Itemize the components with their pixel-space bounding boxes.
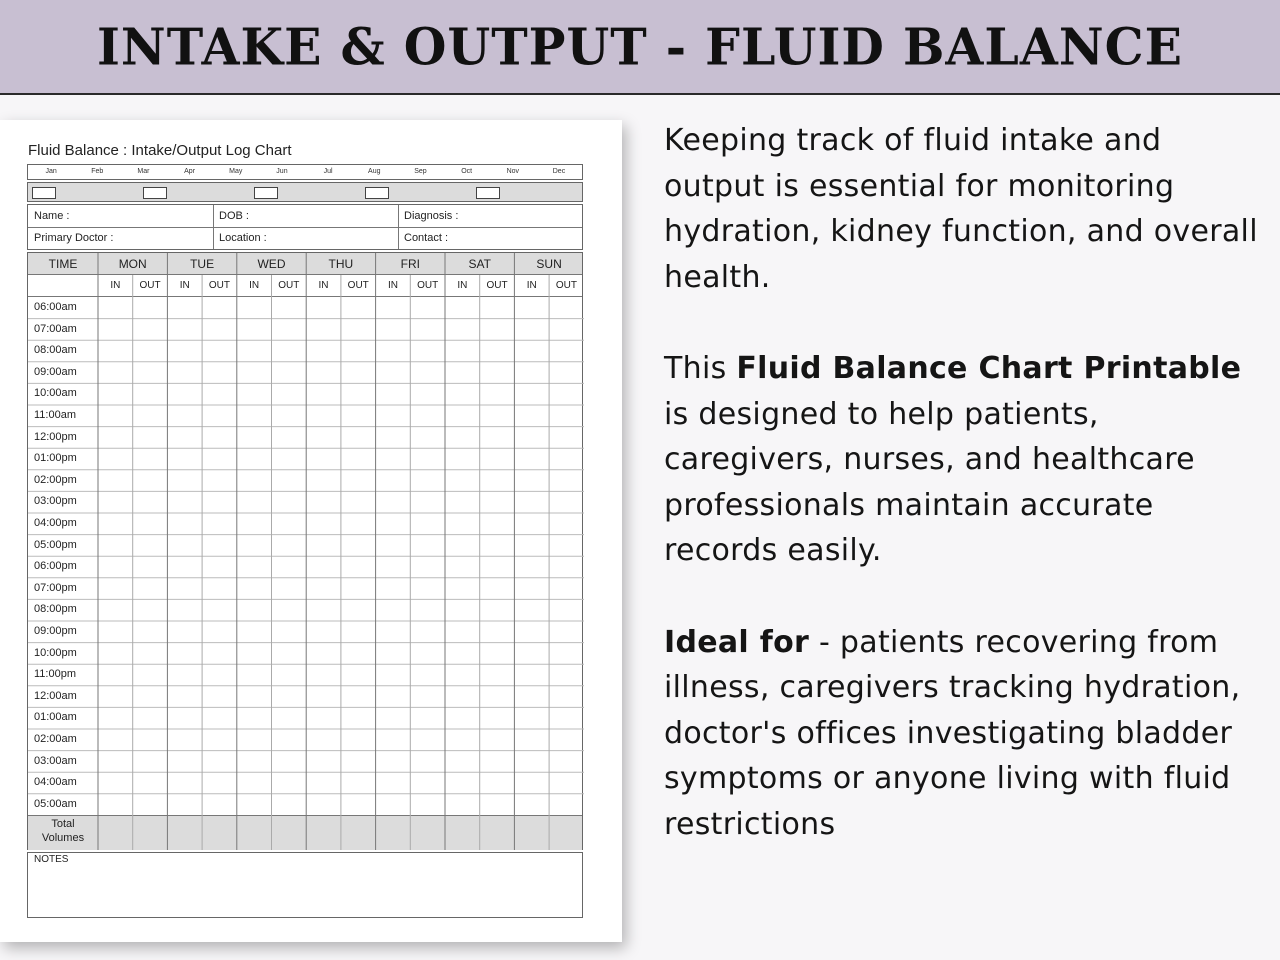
dob-label: DOB : bbox=[219, 210, 249, 222]
day-header: WED bbox=[257, 257, 286, 271]
description-paragraph-2 bbox=[664, 346, 1264, 574]
p2-suffix: is designed to help patients, caregivers, nurses, and healthcare professionals maintain accurate records easily. bbox=[664, 396, 1195, 569]
month-label: Mar bbox=[137, 168, 150, 175]
time-slot-label: 01:00pm bbox=[34, 452, 77, 465]
p3-bold: Ideal for bbox=[664, 624, 810, 660]
month-row bbox=[27, 164, 583, 180]
in-column-header: IN bbox=[387, 280, 398, 291]
day-header: SAT bbox=[468, 257, 491, 271]
divider bbox=[213, 205, 214, 249]
time-slot-label: 05:00pm bbox=[34, 538, 77, 551]
day-header: THU bbox=[328, 257, 354, 271]
doctor-label: Primary Doctor : bbox=[34, 232, 114, 244]
description-text bbox=[664, 118, 1264, 893]
time-slot-label: 10:00am bbox=[34, 387, 77, 400]
time-slot-label: 11:00am bbox=[34, 409, 76, 421]
out-column-header: OUT bbox=[278, 280, 300, 291]
time-slot-label: 04:00am bbox=[34, 776, 77, 789]
month-label: Apr bbox=[184, 168, 196, 175]
month-label: Dec bbox=[552, 168, 566, 175]
time-slot-label: 03:00pm bbox=[34, 495, 77, 508]
month-label: Jun bbox=[276, 168, 288, 175]
time-slot-label: 08:00pm bbox=[34, 603, 77, 616]
notes-label: NOTES bbox=[34, 854, 69, 865]
month-label: May bbox=[229, 168, 243, 175]
contact-label: Contact : bbox=[404, 232, 449, 244]
name-label: Name : bbox=[34, 210, 70, 222]
in-column-header: IN bbox=[457, 280, 468, 291]
time-slot-label: 02:00pm bbox=[34, 473, 77, 486]
description-paragraph-3 bbox=[664, 620, 1264, 848]
header-banner bbox=[0, 0, 1280, 95]
time-header: TIME bbox=[48, 257, 78, 271]
time-slot-label: 01:00am bbox=[34, 711, 77, 724]
page-title: INTAKE & OUTPUT - FLUID BALANCE bbox=[97, 16, 1183, 77]
grid-lines bbox=[28, 253, 584, 851]
day-header: SUN bbox=[536, 257, 562, 271]
time-slot-label: 10:00pm bbox=[34, 646, 77, 659]
time-slot-label: 09:00pm bbox=[34, 625, 77, 637]
time-slot-label: 06:00am bbox=[34, 301, 77, 313]
month-label: Aug bbox=[368, 168, 381, 175]
time-slot-label: 03:00am bbox=[34, 754, 77, 767]
day-header: MON bbox=[118, 257, 147, 271]
month-label: Sep bbox=[414, 168, 427, 175]
day-header: FRI bbox=[400, 257, 420, 271]
month-label: Jan bbox=[45, 168, 57, 175]
time-slot-label: 08:00am bbox=[34, 344, 77, 357]
in-column-header: IN bbox=[249, 280, 260, 291]
day-header: TUE bbox=[190, 257, 215, 271]
time-slot-label: 04:00pm bbox=[34, 517, 77, 529]
p2-bold: Fluid Balance Chart Printable bbox=[736, 350, 1242, 386]
out-column-header: OUT bbox=[417, 280, 439, 291]
month-checkbox[interactable] bbox=[365, 187, 389, 199]
p3-suffix: - patients recovering from illness, caregivers tracking hydration, doctor's offices investigating bladder symptoms or anyone living with fluid restrictions bbox=[664, 624, 1241, 842]
time-slot-label: 07:00pm bbox=[34, 581, 77, 594]
patient-info-table bbox=[27, 204, 583, 250]
total-label-line1: Total bbox=[51, 818, 75, 830]
in-column-header: IN bbox=[179, 280, 190, 291]
description-paragraph-1: Keeping track of fluid intake and output is essential for monitoring hydration, kidney function, and overall health. bbox=[664, 123, 1258, 295]
month-label: Oct bbox=[461, 168, 473, 175]
month-label: Feb bbox=[91, 168, 104, 175]
time-slot-label: 12:00pm bbox=[34, 430, 77, 443]
printable-sheet bbox=[0, 120, 622, 942]
out-column-header: OUT bbox=[347, 280, 369, 291]
out-column-header: OUT bbox=[139, 280, 161, 291]
in-column-header: IN bbox=[526, 280, 537, 291]
month-label: Jul bbox=[323, 168, 333, 175]
notes-box bbox=[27, 852, 583, 918]
month-checkbox-row bbox=[27, 182, 583, 202]
diagnosis-label: Diagnosis : bbox=[404, 210, 459, 222]
out-column-header: OUT bbox=[486, 280, 508, 291]
in-column-header: IN bbox=[110, 280, 121, 291]
month-checkbox[interactable] bbox=[143, 187, 167, 199]
out-column-header: OUT bbox=[208, 280, 230, 291]
in-column-header: IN bbox=[318, 280, 329, 291]
time-slot-label: 07:00am bbox=[34, 322, 77, 335]
time-slot-label: 11:00pm bbox=[34, 668, 76, 681]
time-slot-label: 02:00am bbox=[34, 733, 77, 745]
time-slot-label: 12:00am bbox=[34, 689, 77, 702]
time-slot-label: 09:00am bbox=[34, 365, 77, 378]
divider bbox=[28, 227, 582, 228]
intake-output-grid bbox=[27, 252, 583, 850]
sheet-title: Fluid Balance : Intake/Output Log Chart bbox=[28, 142, 292, 159]
month-checkbox[interactable] bbox=[254, 187, 278, 199]
location-label: Location : bbox=[219, 232, 267, 244]
month-checkbox[interactable] bbox=[476, 187, 500, 199]
month-checkbox[interactable] bbox=[32, 187, 56, 199]
time-slot-label: 06:00pm bbox=[34, 560, 77, 573]
out-column-header: OUT bbox=[555, 280, 577, 291]
p2-prefix: This bbox=[664, 350, 737, 386]
time-slot-label: 05:00am bbox=[34, 797, 77, 810]
total-label-line2: Volumes bbox=[41, 832, 85, 844]
divider bbox=[398, 205, 399, 249]
month-label: Nov bbox=[506, 168, 520, 175]
